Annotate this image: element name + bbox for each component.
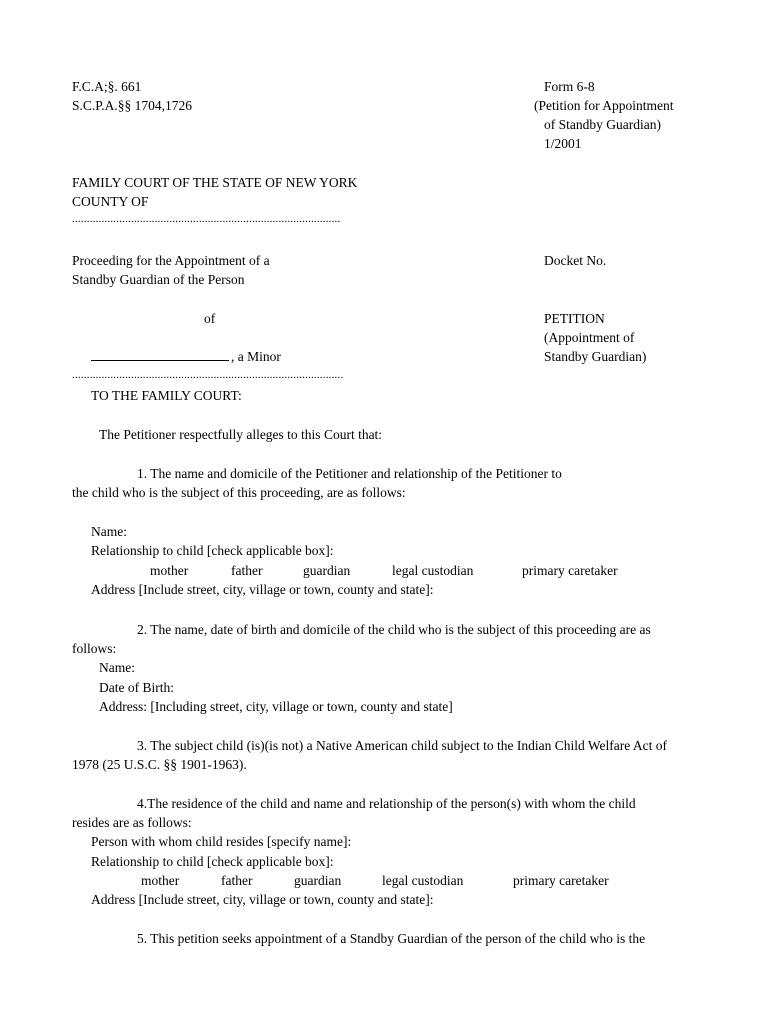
form-description-line-1: (Petition for Appointment [534,98,674,113]
intro-text: The Petitioner respectfully alleges to this Court that: [99,427,383,442]
minor-name-line [91,347,281,366]
paragraph-5-line-1: 5. This petition seeks appointment of a Standby Guardian of the person of the child who is the [137,931,646,946]
resident-address-label: Address [Include street, city, village or town, county and state]: [91,892,434,907]
resident-person-label: Person with whom child resides [specify name]: [91,834,352,849]
salutation: TO THE FAMILY COURT: [91,388,242,403]
proceeding-title-line-2: Standby Guardian of the Person [72,272,245,287]
option-guardian[interactable]: guardian [294,873,342,888]
proceeding-title-line-1: Proceeding for the Appointment of a [72,253,270,268]
option-primary-caretaker[interactable]: primary caretaker [522,563,618,578]
paragraph-4-line-1: 4.The residence of the child and name and relationship of the person(s) with whom the child [137,796,636,811]
paragraph-2-line-2: follows: [72,641,117,656]
option-mother[interactable]: mother [141,873,180,888]
paragraph-1-line-1: 1. The name and domicile of the Petitioner and relationship of the Petitioner to [137,466,562,481]
statute-reference-fca: F.C.A;§. 661 [72,79,142,94]
child-address-label: Address: [Including street, city, village or town, county and state] [99,699,453,714]
caption-dotted-line: ............................................................................................ [72,369,344,381]
child-name-label: Name: [99,660,135,675]
petition-subtitle-line-1: (Appointment of [544,330,635,345]
county-label: COUNTY OF [72,194,149,209]
minor-name-blank[interactable] [91,348,229,361]
option-father[interactable]: father [231,563,263,578]
option-guardian[interactable]: guardian [303,563,351,578]
option-legal-custodian[interactable]: legal custodian [382,873,464,888]
resident-relationship-label: Relationship to child [check applicable box]: [91,854,334,869]
paragraph-2-line-1: 2. The name, date of birth and domicile of the child who is the subject of this proceeding are as [137,622,651,637]
paragraph-4-line-2: resides are as follows: [72,815,192,830]
statute-reference-scpa: S.C.P.A.§§ 1704,1726 [72,98,193,113]
court-name: FAMILY COURT OF THE STATE OF NEW YORK [72,175,358,190]
form-date: 1/2001 [544,136,582,151]
child-dob-label: Date of Birth: [99,680,174,695]
form-number: Form 6-8 [544,79,595,94]
petition-title: PETITION [544,311,605,326]
petition-subtitle-line-2: Standby Guardian) [544,349,647,364]
petitioner-relationship-label: Relationship to child [check applicable box]: [91,543,334,558]
paragraph-3-line-2: 1978 (25 U.S.C. §§ 1901-1963). [72,757,247,772]
option-legal-custodian[interactable]: legal custodian [392,563,474,578]
option-primary-caretaker[interactable]: primary caretaker [513,873,609,888]
form-description-line-2: of Standby Guardian) [544,117,661,132]
paragraph-1-line-2: the child who is the subject of this proceeding, are as follows: [72,485,406,500]
of-label: of [204,311,216,326]
option-mother[interactable]: mother [150,563,189,578]
county-dotted-line: ........................................................................................... [72,213,341,225]
petitioner-name-label: Name: [91,524,127,539]
paragraph-3-line-1: 3. The subject child (is)(is not) a Native American child subject to the Indian Child Welfare Act of [137,738,668,753]
option-father[interactable]: father [221,873,253,888]
docket-number-label: Docket No. [544,253,607,268]
minor-label: , a Minor [231,349,281,364]
petitioner-address-label: Address [Include street, city, village or town, county and state]: [91,582,434,597]
